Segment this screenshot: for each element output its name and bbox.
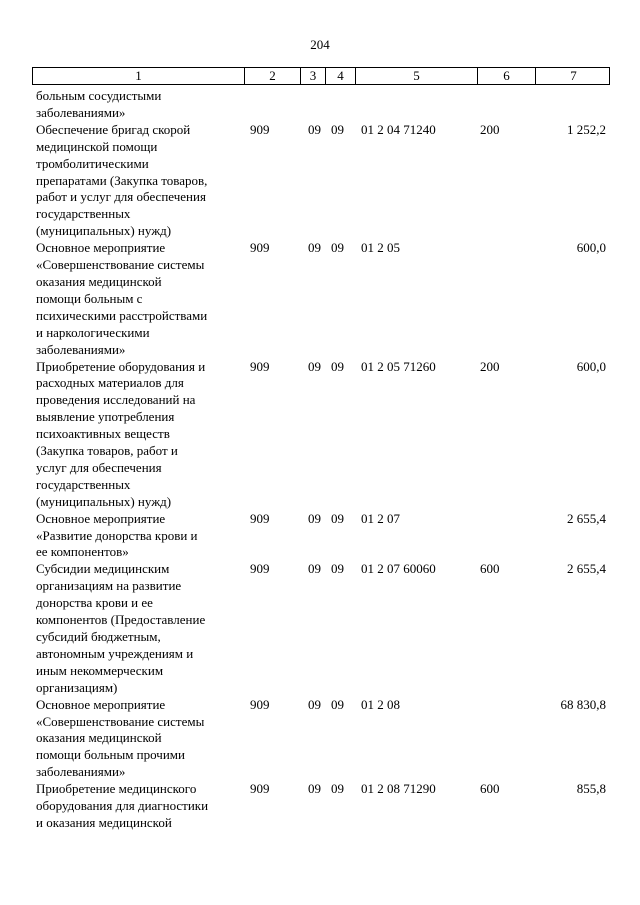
row-name: Основное мероприятие «Развитие донорства крови и ее компонентов» bbox=[36, 510, 198, 560]
row-name: больным сосудистыми заболеваниями» bbox=[36, 88, 162, 120]
table-body bbox=[36, 88, 610, 832]
cell-col-6 bbox=[477, 88, 535, 122]
cell-col-5: 01 2 07 bbox=[361, 510, 400, 526]
cell-col-2: 909 bbox=[250, 781, 270, 797]
cell-col-7: 855,8 bbox=[576, 781, 606, 797]
cell-col-4: 09 bbox=[331, 561, 344, 577]
cell-col-7 bbox=[535, 88, 610, 122]
column-header-1: 1 bbox=[33, 68, 245, 84]
cell-col-3: 09 bbox=[308, 240, 321, 256]
cell-col-3: 09 bbox=[308, 696, 321, 712]
cell-col-2: 909 bbox=[250, 240, 270, 256]
cell-col-5: 01 2 04 71240 bbox=[361, 121, 436, 137]
cell-col-6: 600 bbox=[480, 781, 500, 797]
cell-col-4: 09 bbox=[331, 121, 344, 137]
cell-col-3: 09 bbox=[308, 781, 321, 797]
row-name: Субсидии медицинским организациям на развитие донорства крови и ее компонентов (Предоставление субсидий бюджетным, автономным учреждениям и иным некоммерческим организациям) bbox=[36, 561, 206, 695]
cell-col-3: 09 bbox=[308, 510, 321, 526]
cell-col-2: 909 bbox=[250, 561, 270, 577]
cell-col-4: 09 bbox=[331, 781, 344, 797]
cell-col-3: 09 bbox=[308, 561, 321, 577]
row-name: Приобретение медицинского оборудования для диагностики и оказания медицинской bbox=[36, 781, 209, 830]
cell-col-6: 200 bbox=[480, 358, 500, 374]
column-header-7: 7 bbox=[570, 68, 577, 83]
cell-col-7: 1 252,2 bbox=[567, 121, 606, 137]
table-row bbox=[36, 561, 610, 696]
page-number: 204 bbox=[310, 37, 330, 52]
table-row bbox=[36, 122, 610, 240]
cell-col-6 bbox=[477, 240, 535, 358]
cell-col-3: 09 bbox=[308, 358, 321, 374]
table-row bbox=[36, 511, 610, 562]
cell-col-7: 600,0 bbox=[576, 240, 606, 256]
table-header bbox=[32, 67, 610, 85]
cell-col-5: 01 2 08 71290 bbox=[361, 781, 436, 797]
row-name: Приобретение оборудования и расходных материалов для проведения исследований на выявление употребления психоактивных веществ (Закупка товаров, работ и услуг для обеспечения государственных (муниципальных) нужд) bbox=[36, 358, 206, 509]
cell-col-4: 09 bbox=[331, 358, 344, 374]
cell-col-2: 909 bbox=[250, 510, 270, 526]
table-row bbox=[36, 88, 610, 122]
cell-col-5 bbox=[355, 88, 477, 122]
cell-col-6 bbox=[477, 511, 535, 562]
cell-col-5: 01 2 08 bbox=[361, 696, 400, 712]
cell-col-4 bbox=[325, 88, 355, 122]
table-row bbox=[36, 240, 610, 358]
column-header-5: 5 bbox=[356, 68, 478, 84]
column-header-4: 4 bbox=[326, 68, 356, 84]
cell-col-7: 68 830,8 bbox=[560, 696, 606, 712]
cell-col-7: 600,0 bbox=[576, 358, 606, 374]
cell-col-7: 2 655,4 bbox=[567, 561, 606, 577]
cell-col-6: 600 bbox=[480, 561, 500, 577]
cell-col-2: 909 bbox=[250, 696, 270, 712]
table-row bbox=[36, 697, 610, 782]
cell-col-5: 01 2 05 71260 bbox=[361, 358, 436, 374]
cell-col-4: 09 bbox=[331, 240, 344, 256]
column-header-6: 6 bbox=[478, 68, 536, 84]
cell-col-2: 909 bbox=[250, 358, 270, 374]
column-header-3: 3 bbox=[301, 68, 326, 84]
cell-col-2 bbox=[244, 88, 300, 122]
cell-col-3 bbox=[300, 88, 325, 122]
cell-col-7: 2 655,4 bbox=[567, 510, 606, 526]
table-row bbox=[36, 359, 610, 511]
cell-col-6 bbox=[477, 697, 535, 782]
cell-col-4: 09 bbox=[331, 696, 344, 712]
cell-col-5: 01 2 05 bbox=[361, 240, 400, 256]
cell-col-3: 09 bbox=[308, 121, 321, 137]
row-name: Основное мероприятие «Совершенствование системы оказания медицинской помощи больным прочими заболеваниями» bbox=[36, 696, 205, 780]
table-row bbox=[36, 781, 610, 832]
cell-col-4: 09 bbox=[331, 510, 344, 526]
cell-col-6: 200 bbox=[480, 121, 500, 137]
row-name: Обеспечение бригад скорой медицинской помощи тромболитическими препаратами (Закупка товаров, работ и услуг для обеспечения государственных (муниципальных) нужд) bbox=[36, 121, 208, 239]
cell-col-2: 909 bbox=[250, 121, 270, 137]
row-name: Основное мероприятие «Совершенствование системы оказания медицинской помощи больным с психическими расстройствами и наркологическими заболеваниями» bbox=[36, 240, 208, 357]
column-header-2: 2 bbox=[245, 68, 301, 84]
cell-col-5: 01 2 07 60060 bbox=[361, 561, 436, 577]
